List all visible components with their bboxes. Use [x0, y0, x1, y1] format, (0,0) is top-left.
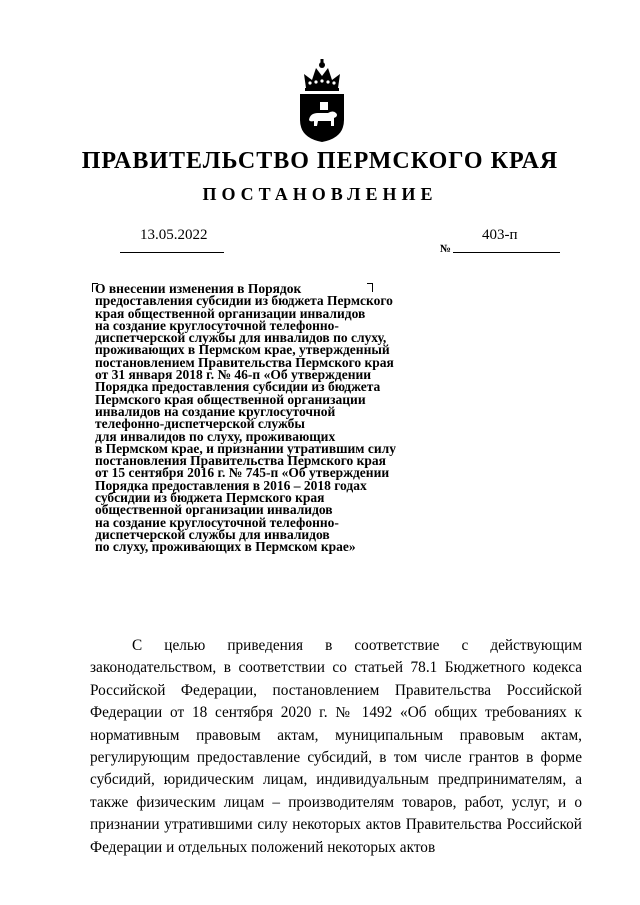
- subject-line: субсидии из бюджета Пермского края: [95, 490, 325, 506]
- subject-line: телефонно-диспетчерской службы: [95, 416, 305, 432]
- number-sign: №: [440, 243, 452, 255]
- subject-line: диспетчерской службы для инвалидов: [95, 526, 330, 542]
- subject-line: Пермского края общественной организации: [95, 391, 366, 407]
- subject-line: на создание круглосуточной телефонно-: [95, 317, 339, 333]
- subject-line: предоставления субсидии из бюджета Пермского: [95, 293, 393, 309]
- subject-line: проживающих в Пермском крае, утвержденный: [95, 342, 390, 358]
- subject-line: диспетчерской службы для инвалидов по слуху,: [95, 330, 387, 346]
- subject-line: на создание круглосуточной телефонно-: [95, 514, 339, 530]
- date-value: 13.05.2022: [140, 227, 208, 243]
- subject-line: Порядка предоставления в 2016 – 2018 годах: [95, 477, 367, 493]
- document-type: ПОСТАНОВЛЕНИЕ: [202, 184, 438, 204]
- number-underline: [453, 252, 560, 253]
- subject-line: от 15 сентября 2016 г. № 745-п «Об утверждении: [95, 465, 390, 481]
- subject-line: постановлением Правительства Пермского края: [95, 354, 394, 370]
- subject-line: общественной организации инвалидов: [95, 502, 333, 518]
- subject-line: инвалидов на создание круглосуточной: [95, 403, 336, 419]
- perm-krai-coat-of-arms-icon: [296, 58, 348, 144]
- number-value: 403-п: [482, 227, 518, 243]
- subject-line: в Пермском крае, и признании утратившим силу: [95, 440, 396, 456]
- date-underline: [120, 252, 224, 253]
- subject-line: для инвалидов по слуху, проживающих: [95, 428, 336, 444]
- document-subject: [95, 283, 445, 554]
- document-number: [440, 225, 560, 253]
- document-date: [120, 225, 224, 253]
- subject-line: Порядка предоставления субсидии из бюджета: [95, 379, 381, 395]
- subject-line: по слуху, проживающих в Пермском крае»: [95, 539, 356, 555]
- subject-line: края общественной организации инвалидов: [95, 305, 366, 321]
- subject-line: О внесении изменения в Порядок: [95, 281, 302, 296]
- subject-line: от 31 января 2018 г. № 46-п «Об утверждении: [95, 367, 372, 383]
- body-paragraph: С целью приведения в соответствие с действующим законодательством, в соответствии со статьей 78.1 Бюджетного кодекса Российской Федерации, постановлением Правительства Российской Федерации от 18 сентября 2020 г. № 1492 «Об общих требованиях к нормативным правовым актам, муниципальным правовым актам, регулирующим предоставление субсидий, в том числе грантов в форме субсидий, юридическим лицам, индивидуальным предпринимателям, а также физическим лицам – производителям товаров, работ, услуг, и о признании утратившими силу некоторых актов Правительства Российской Федерации и отдельных положений некоторых актов: [90, 637, 582, 856]
- government-title: ПРАВИТЕЛЬСТВО ПЕРМСКОГО КРАЯ: [81, 148, 559, 174]
- subject-line: постановления Правительства Пермского края: [95, 453, 386, 469]
